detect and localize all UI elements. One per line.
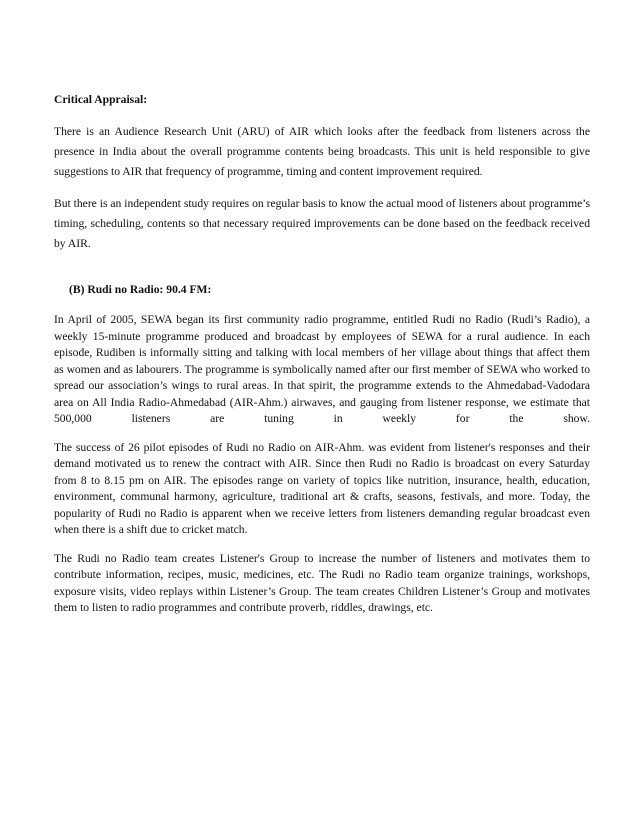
- section-heading-rudi-no-radio: (B) Rudi no Radio: 90.4 FM:: [69, 283, 212, 296]
- paragraph-independent-study: But there is an independent study requires on regular basis to know the actual mood of listeners about programme’s timing, scheduling, contents so that necessary required improvements can be done based on the feedback received by AIR.: [54, 197, 590, 250]
- paragraph-rudi-intro: In April of 2005, SEWA began its first community radio programme, entitled Rudi no Radio (Rudi’s Radio), a weekly 15-minute programme produced and broadcast by employees of SEWA for a rural audience. In each episode, Rudiben is informally sitting and talking with local members of her village about things that affect them as women and as labourers. The programme is symbolically named after our first member of SEWA who worked to spread our association’s wings to rural areas. In that spirit, the programme extends to the Ahmedabad-Vadodara area on All India Radio-Ahmedabad (AIR-Ahm.) airwaves, and gauging from listener response, we estimate that 500,000 listeners are tuning in weekly for the show.: [54, 313, 590, 425]
- document-body: [54, 92, 590, 617]
- paragraph-listener-group: The Rudi no Radio team creates Listener's Group to increase the number of listeners and motivates them to contribute information, recipes, music, medicines, etc. The Rudi no Radio team organize trainings, workshops, exposure visits, video replays within Listener’s Group. The team creates Children Listener’s Group and motivates them to listen to radio programmes and contribute proverb, riddles, drawings, etc.: [54, 551, 590, 614]
- paragraph-pilot-success: The success of 26 pilot episodes of Rudi no Radio on AIR-Ahm. was evident from listener's responses and their demand motivated us to renew the contract with AIR. Since then Rudi no Radio is broadcast on every Saturday from 8 to 8.15 pm on AIR. The episodes range on variety of topics like nutrition, insurance, health, education, environment, communal harmony, agriculture, traditional art & crafts, seasons, festivals, and more. Today, the popularity of Rudi no Radio is apparent when we receive letters from listeners demanding regular broadcast even when there is a shift due to cricket match.: [54, 440, 590, 536]
- section-heading-critical-appraisal: Critical Appraisal:: [54, 93, 148, 106]
- paragraph-aru: There is an Audience Research Unit (ARU) of AIR which looks after the feedback from listeners across the presence in India about the overall programme contents being broadcasts. This unit is held responsible to give suggestions to AIR that frequency of programme, timing and content improvement required.: [54, 125, 590, 178]
